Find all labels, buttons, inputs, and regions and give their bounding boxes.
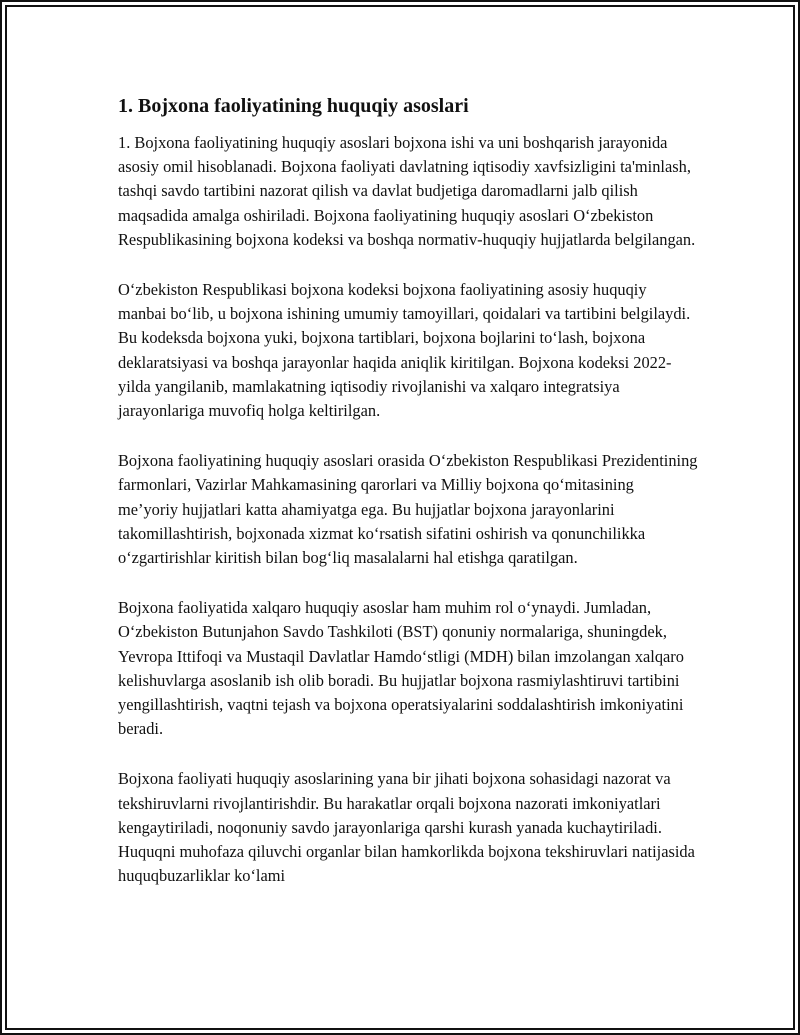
document-body: [118, 92, 698, 914]
paragraph-3: Bojxona faoliyatining huquqiy asoslari orasida O‘zbekiston Respublikasi Prezidentining farmonlari, Vazirlar Mahkamasining qarorlari va Milliy bojxona qo‘mitasining me’yoriy hujjatlari katta ahamiyatga ega. Bu hujjatlar bojxona jarayonlarini takomillashtirish, bojxonada xizmat ko‘rsatish sifatini oshirish va qonunchilikka o‘zgartirishlar kiritish bilan bog‘liq masalalarni hal etishga qaratilgan.: [118, 451, 698, 568]
paragraph-2: O‘zbekiston Respublikasi bojxona kodeksi bojxona faoliyatining asosiy huquqiy manbai bo‘lib, u bojxona ishining umumiy tamoyillari, qoidalari va tartibini belgilaydi. Bu kodeksda bojxona yuki, bojxona tartiblari, bojxona bojlarini to‘lash, bojxona deklaratsiyasi va boshqa jarayonlar haqida aniqlik kiritilgan. Bojxona kodeksi 2022-yilda yangilanib, mamlakatning iqtisodiy rivojlanishi va xalqaro integratsiya jarayonlariga muvofiq holga keltirilgan.: [118, 280, 691, 421]
paragraph-5: Bojxona faoliyati huquqiy asoslarining yana bir jihati bojxona sohasidagi nazorat va tekshiruvlarni rivojlantirishdir. Bu harakatlar orqali bojxona nazorati imkoniyatlari kengaytiriladi, noqonuniy savdo jarayonlariga qarshi kurash yanada kuchaytiriladi. Huquqni muhofaza qiluvchi organlar bilan hamkorlikda bojxona tekshiruvlari natijasida huquqbuzarliklar ko‘lami: [118, 769, 695, 886]
paragraph-4: Bojxona faoliyatida xalqaro huquqiy asoslar ham muhim rol o‘ynaydi. Jumladan, O‘zbekiston Butunjahon Savdo Tashkiloti (BST) qonuniy normalariga, shuningdek, Yevropa Ittifoqi va Mustaqil Davlatlar Hamdo‘stligi (MDH) bilan imzolangan xalqaro kelishuvlarga asoslanib ish olib boradi. Bu hujjatlar bojxona rasmiylashtiruvi tartibini yengillashtirish, vaqtni tejash va bojxona operatsiyalarini soddalashtirish imkoniyatini beradi.: [118, 598, 684, 739]
section-heading: 1. Bojxona faoliyatining huquqiy asoslari: [118, 95, 469, 117]
paragraph-1: 1. Bojxona faoliyatining huquqiy asoslari bojxona ishi va uni boshqarish jarayonida asosiy omil hisoblanadi. Bojxona faoliyati davlatning iqtisodiy xavfsizligini ta'minlash, tashqi savdo tartibini nazorat qilish va davlat budjetiga daromadlarni jalb qilish maqsadida amalga oshiriladi. Bojxona faoliyatining huquqiy asoslari O‘zbekiston Respublikasining bojxona kodeksi va boshqa normativ-huquqiy hujjatlarda belgilangan.: [118, 133, 696, 249]
